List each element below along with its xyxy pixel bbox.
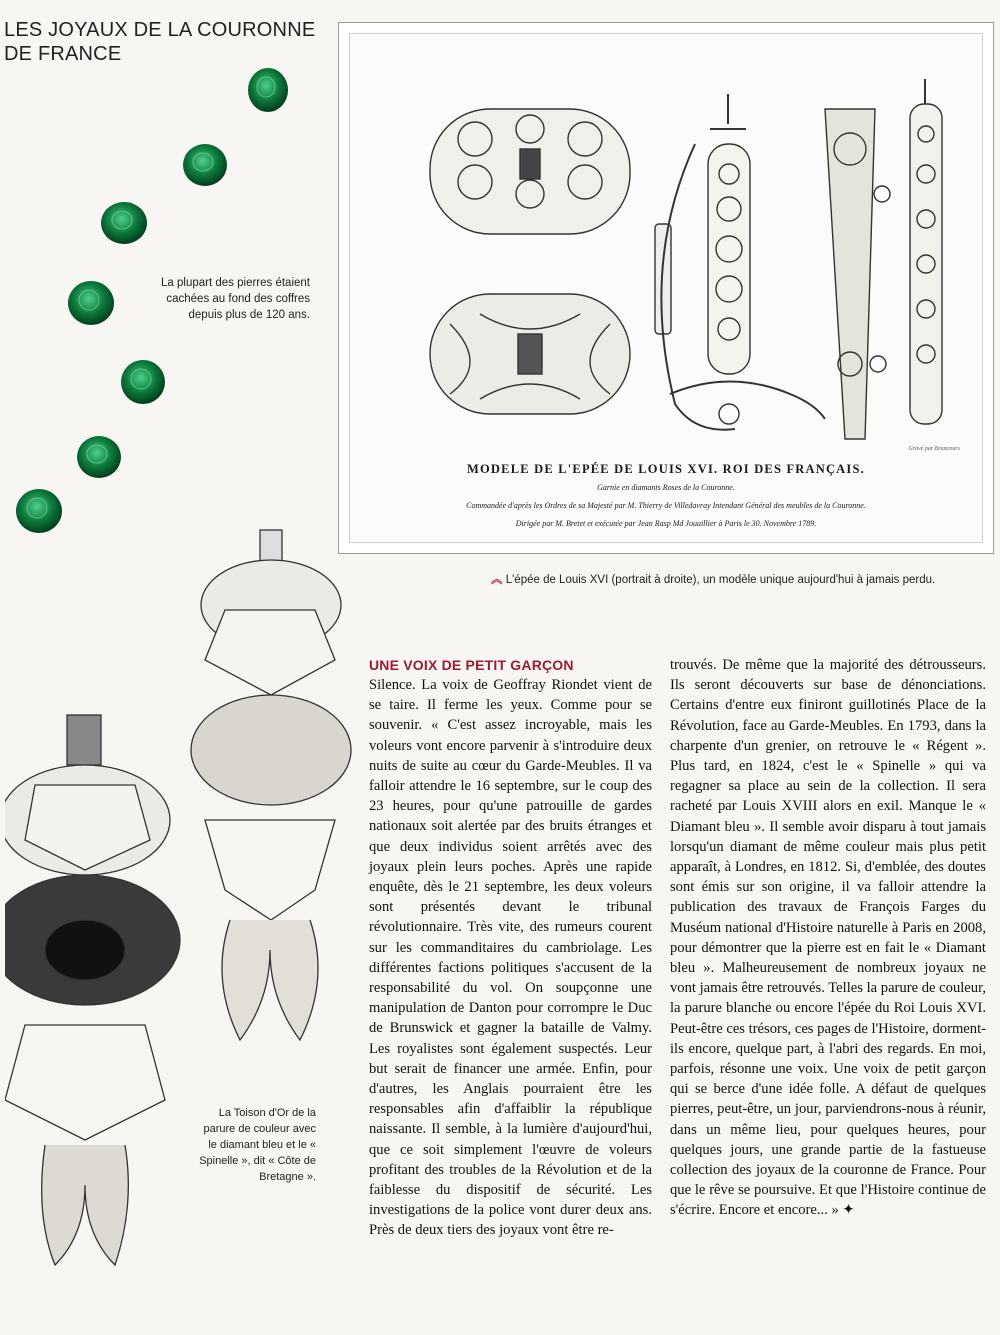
emerald-gem-2 xyxy=(183,144,227,186)
plate-line-1: Commandée d'après les Ordres de sa Majesté par M. Thierry de Villedavray Intendant Général des meubles de la Couronne. xyxy=(466,501,866,510)
ornament-drawing xyxy=(655,224,671,334)
sword-engraving xyxy=(350,34,982,444)
double-up-arrow-icon: ︽ xyxy=(491,574,503,586)
plate-line-2: Dirigée par M. Bretet et exécutée par Jean Rasp Md Jouaillier à Paris le 30. Novembre 1789. xyxy=(515,519,817,528)
toison-pendant-right xyxy=(191,530,351,1040)
plate-title: MODELE DE L'EPÉE DE LOUIS XVI. ROI DES FRANÇAIS. xyxy=(467,462,865,476)
section-subtitle: UNE VOIX DE PETIT GARÇON xyxy=(369,657,574,673)
emerald-gem-6 xyxy=(77,436,121,478)
emerald-gem-4 xyxy=(68,281,114,325)
buckle-bottom-drawing xyxy=(430,294,630,414)
plate-subtitle: Garnie en diamants Roses de la Couronne. xyxy=(597,483,735,492)
buckle-top-drawing xyxy=(430,109,630,234)
grip-drawing xyxy=(910,79,942,424)
plate-caption xyxy=(491,571,935,587)
article-column-2 xyxy=(670,655,986,1221)
scabbard-drawing xyxy=(825,109,890,439)
toison-pendant-left xyxy=(5,715,180,1265)
sword-hilt-drawing xyxy=(661,94,825,430)
article-column-1 xyxy=(369,655,652,1241)
emerald-gem-1 xyxy=(248,68,288,112)
plate-caption-text: L'épée de Louis XVI (portrait à droite), un modèle unique aujourd'hui à jamais perdu. xyxy=(505,574,936,586)
toison-or-illustrations xyxy=(5,520,375,1310)
emerald-gem-3 xyxy=(101,202,147,244)
plate-frame xyxy=(349,33,983,543)
toison-caption: La Toison d'Or de la parure de couleur avec le diamant bleu et le « Spinelle », dit « Côte de Bretagne ». xyxy=(199,1107,316,1183)
sword-engraving-plate xyxy=(338,22,994,554)
column-2-text: trouvés. De même que la majorité des détrousseurs. Ils seront découverts sur base de dénonciations. Certains d'entre eux finiront guillotinés Place de la Révolution, face au Garde-Meubles. En 1793, dans la charpente d'un grenier, on retrouve le « Régent ». Plus tard, en 1824, c'est le « Spinelle » qui va regagner sa place au sein de la collection. Il sera racheté par Louis XVIII alors en exil. Manque le « Diamant bleu ». Il semble avoir disparu à tout jamais lorsqu'un diamant de même couleur mais plus petit apparaît, à Londres, en 1812. Si, d'emblée, des doutes sont émis sur son origine, il va falloir attendre la publication des travaux de François Farges du Muséum national d'Histoire naturelle à Paris en 2008, pour démontrer que la pierre est en fait le « Diamant bleu ». Malheureusement de nombreux joyaux ne vont jamais être retrouvés. Telles la parure de couleur, la parure blanche ou encore l'épée du Roi Louis XVI. Peut-être ces trésors, ces pages de l'Histoire, dorment-ils encore, quelque part, à l'abri des regards. En moi, parfois, résonne une voix. Une voix de petit garçon qui se berce d'une idée folle. A défaut de quelques pierres, peut-être, un jour, parviendrons-nous à réunir, dans un même lieu, pour quelques heures, pour quelques jours, une grande partie de la fastueuse collection des joyaux de la couronne de France. Pour que le rêve se poursuive. Et que l'Histoire continue de s'écrire. Encore et encore... » ✦ xyxy=(670,657,986,1219)
page-header: LES JOYAUX DE LA COURONNE DE FRANCE xyxy=(4,19,316,65)
emerald-gem-5 xyxy=(121,360,165,404)
column-1-text: Silence. La voix de Geoffray Riondet vient de se taire. Il ferme les yeux. Comme pour se souvenir. « C'est assez incroyable, mais les voleurs vont encore parvenir à s'introduire deux nuits de suite au cœur du Garde-Meubles. Il va falloir attendre le 16 septembre, sur le coup des 23 heures, pour qu'une patrouille de gardes nationaux soit alertée par des bruits étranges et que deux individus soient arrêtés avec des joyaux plein leurs poches. Après une rapide enquête, dès le 21 septembre, les deux voleurs sont présentés devant le tribunal révolutionnaire. Très vite, des rumeurs courent sur les commanditaires du cambriolage. Les différentes factions politiques s'accusent de la responsabilité du vol. On soupçonne une manipulation de Danton pour corrompre le Duc de Brunswick et gagner la bataille de Valmy. Les royalistes sont également suspectés. Leur but serait de financer une armée. Enfin, pour d'autres, les Anglais pourraient être les responsables afin d'affaiblir la république naissante. Il semble, à la lumière d'aujourd'hui, que ce soit simplement l'œuvre de voleurs profitant des troubles de la Révolution et de la faiblesse du dispositif de sécurité. Les investigations de la police vont durer deux ans. Près de deux tiers des joyaux vont être re- xyxy=(369,677,652,1239)
plate-engraver-credit: Gravé par Brancours xyxy=(908,446,960,452)
emeralds-caption: La plupart des pierres étaient cachées au fond des coffres depuis plus de 120 ans. xyxy=(161,277,310,321)
